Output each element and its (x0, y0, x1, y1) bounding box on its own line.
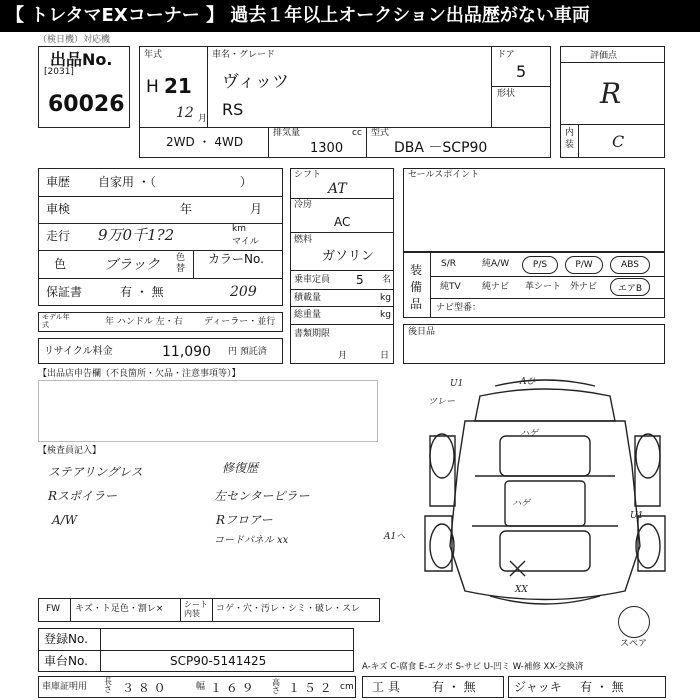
seat-items: コゲ・穴・汚レ・シミ・破レ・スレ (216, 604, 361, 614)
model-label: 型式 (371, 128, 390, 138)
equip-airbag: エアB (610, 278, 650, 296)
inspector-label: 【検査員記入】 (38, 446, 102, 456)
displacement-label: 排気量 (273, 128, 301, 138)
year-value: 21 (164, 74, 192, 98)
shape-label: 形状 (497, 89, 516, 99)
inspector-note-5: 左センターピラー (214, 489, 310, 503)
equip-tv: 純TV (440, 282, 461, 292)
model-value: DBA －SCP90 (394, 140, 488, 156)
color-change-label: 色替 (176, 253, 186, 274)
ac-value: AC (334, 215, 351, 229)
inspector-note-2: Rスポイラー (48, 489, 118, 503)
ac-label: 冷房 (294, 200, 313, 210)
seller-report-box (38, 380, 378, 442)
diagram-mark-7: A1ヘ (384, 532, 406, 542)
recycle-unit: 円 預託済 (228, 347, 267, 357)
car-name: ヴィッツ (222, 72, 289, 92)
fuel-value: ガソリン (322, 249, 375, 264)
lot-number: 60026 (48, 92, 125, 117)
doc-period-day: 日 (380, 351, 390, 361)
shift-label: シフト (294, 170, 322, 180)
doors-value: 5 (516, 62, 527, 81)
tools-label: 工 具 (372, 680, 400, 694)
grade-label: 評価点 (590, 51, 618, 61)
warranty-label: 保証書 (46, 285, 83, 299)
cert-length-label: 長さ (104, 677, 112, 694)
chassis-label: 車台No. (44, 654, 88, 668)
diagram-mark-5: ハゲ (512, 499, 531, 509)
postscript-box (403, 324, 665, 364)
drive-options: 2WD ・ 4WD (166, 135, 244, 149)
inspector-note-3: A/W (52, 513, 78, 527)
inspection-month: 月 (250, 202, 263, 216)
mileage-unit-km: km (232, 224, 246, 234)
weight-label: 総重量 (294, 310, 322, 320)
year-month: 12 (176, 105, 194, 121)
header-title: 【 トレタマEXコーナー 】 過去１年以上オークション出品歴がない車両 (6, 5, 590, 26)
doc-period-month: 月 (338, 351, 348, 361)
top-note: （検日機）対応機 (38, 35, 111, 45)
diagram-mark-3: Aひ (520, 377, 536, 387)
chassis-value: SCP90-5141425 (170, 654, 267, 668)
fw-label: FW (46, 604, 61, 614)
dealer-label: ディーラー・並行 (204, 317, 276, 327)
damage-codes-legend: A-キズ C-腐食 E-エクボ S-サビ U-凹ミ W-補修 XX-交換済 (362, 662, 584, 672)
equip-leather: 革シート (525, 282, 562, 292)
cert-height-value: １ ５ ２ (288, 681, 332, 695)
displacement-value: 1300 (310, 141, 344, 156)
year-label: 年式 (144, 50, 163, 60)
diagram-mark-6: U1 (630, 511, 644, 521)
color-no-label: カラーNo. (208, 252, 264, 266)
equip-pw: P/W (565, 256, 603, 274)
grade-value: R (600, 77, 622, 110)
inspector-note-6: Rフロアー (216, 513, 273, 527)
inspector-note-4: 修復歴 (222, 461, 259, 475)
car-grade: RS (222, 100, 244, 119)
seat-label: シート内装 (184, 600, 208, 618)
cert-unit: cm (340, 682, 354, 692)
car-damage-diagram (410, 376, 680, 612)
jack-label: ジャッキ (514, 680, 562, 694)
car-label: 車名・グレード (212, 50, 276, 60)
equip-navi: 純ナビ (482, 282, 510, 292)
tools-value: 有 ・ 無 (432, 680, 476, 694)
fuel-label: 燃料 (294, 235, 313, 245)
registration-label: 登録No. (44, 632, 88, 646)
shift-value: AT (328, 181, 347, 197)
warranty-value: 有 ・ 無 (120, 285, 164, 299)
recycle-label: リサイクル料金 (44, 346, 113, 357)
mileage-label: 走行 (46, 229, 71, 243)
inspector-note-7: コードパネル xx (214, 535, 289, 546)
model-year-label: モデル年式 (42, 313, 70, 329)
equip-ext-navi: 外ナビ (570, 282, 598, 292)
interior-value: C (612, 132, 625, 151)
load-unit: kg (380, 293, 391, 303)
color-no-value: 209 (230, 284, 257, 300)
recycle-value: 11,090 (162, 344, 211, 360)
inspection-year: 年 (180, 202, 193, 216)
equip-sr: S/R (441, 259, 456, 269)
diagram-mark-1: U1 (450, 379, 464, 389)
navi-label: ナビ型番： (436, 303, 482, 313)
doors-label: ドア (497, 50, 515, 60)
spare-tire-icon (618, 606, 650, 638)
capacity-unit: 名 (382, 275, 392, 285)
diagram-mark-4: ハゲ (520, 429, 539, 439)
cert-width-label: 幅 (196, 682, 206, 692)
mileage-unit-mile: マイル (232, 237, 259, 247)
equip-aw: 純A/W (482, 259, 510, 269)
year-era: H (146, 77, 159, 97)
fw-items: キズ・ト足色・割レ× (75, 604, 164, 614)
diagram-mark-2: ツレー (428, 397, 456, 407)
cert-height-label: 高さ (272, 678, 280, 695)
inspection-label: 車検 (46, 202, 71, 216)
equip-ps: P/S (522, 256, 558, 274)
cert-label: 車庫証明用 (42, 682, 88, 692)
equip-abs: ABS (610, 256, 650, 274)
diagram-mark-8: XX (515, 585, 528, 595)
spare-label: スペア (620, 639, 648, 649)
load-label: 積載量 (294, 293, 322, 303)
seller-report-label: 【出品店申告欄（不良箇所・欠品・注意事項等）】 (38, 369, 241, 379)
lot-label: 出品No. (50, 50, 113, 69)
interior-label: 内装 (565, 128, 575, 150)
color-value: ブラック (104, 257, 160, 273)
inspector-note-1: ステアリングレス (48, 465, 143, 479)
car-history-value: 自家用 ・（ ） (98, 175, 252, 189)
mileage-value: 9万0千1?2 (98, 226, 175, 244)
capacity-label: 乗車定員 (294, 275, 331, 285)
weight-unit: kg (380, 310, 391, 320)
capacity-value: 5 (356, 273, 364, 287)
postscript-label: 後日品 (408, 327, 436, 337)
doc-period-label: 書類期限 (294, 329, 331, 339)
equipment-label: 装備品 (410, 263, 423, 311)
lot-sub-number: [2031] (44, 67, 74, 77)
displacement-unit: cc (352, 128, 362, 138)
handle-label: 年 ハンドル 左・右 (105, 317, 183, 327)
color-label: 色 (54, 257, 67, 271)
sales-point-box (403, 168, 665, 252)
cert-length-value: ３ ８ ０ (122, 681, 166, 695)
sales-point-label: セールスポイント (408, 170, 480, 180)
year-month-unit: 月 (198, 114, 208, 124)
car-history-label: 車歴 (46, 175, 71, 189)
jack-value: 有 ・ 無 (580, 680, 624, 694)
cert-width-value: １ ６ ９ (210, 681, 254, 695)
